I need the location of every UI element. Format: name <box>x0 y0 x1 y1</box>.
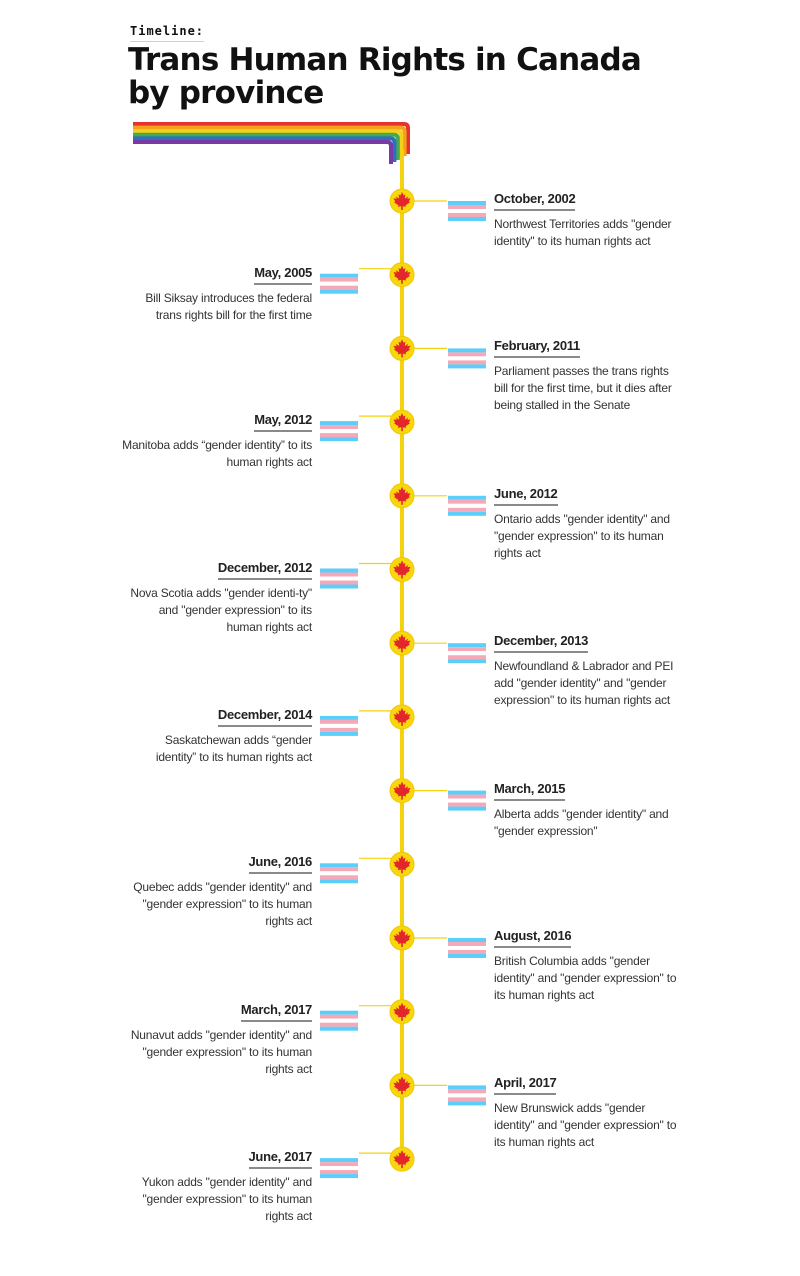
trans-flag-icon <box>448 643 486 663</box>
event-description: Ontario adds "gender identity" and "gender expression" to its human rights act <box>494 511 670 560</box>
event-description: Quebec adds "gender identity" and "gender expression" to its human rights act <box>133 880 312 929</box>
trans-flag-icon <box>448 1085 486 1105</box>
event-date: June, 2012 <box>494 486 558 506</box>
timeline-node <box>390 705 414 729</box>
event-description: Yukon adds "gender identity" and "gender expression" to its human rights act <box>141 1175 312 1224</box>
trans-flag-icon <box>320 569 358 589</box>
trans-flag-icon <box>320 421 358 441</box>
trans-flag-icon <box>448 348 486 368</box>
event-description: New Brunswick adds "gender identity" and "gender expression" to its human rights act <box>494 1101 677 1150</box>
event-description: British Columbia adds "gender identity" and "gender expression" to its human rights act <box>494 954 677 1002</box>
event-date: April, 2017 <box>494 1075 556 1095</box>
timeline-node <box>390 484 414 508</box>
timeline-node <box>390 779 414 803</box>
trans-flag-icon <box>320 716 358 736</box>
timeline-event-9 <box>494 780 684 840</box>
event-date: December, 2012 <box>218 560 312 580</box>
event-description: Bill Siksay introduces the federal trans rights bill for the first time <box>145 290 312 322</box>
event-date: March, 2017 <box>241 1002 312 1022</box>
event-description: Nunavut adds "gender identity" and "gender expression" to its human rights act <box>130 1027 312 1076</box>
event-date: August, 2016 <box>494 928 571 948</box>
event-description: Manitoba adds “gender identity” to its human rights act <box>122 438 312 470</box>
event-description: Northwest Territories adds "gender identity" to its human rights act <box>494 217 672 248</box>
timeline-event-7 <box>494 632 684 709</box>
timeline-node <box>390 336 414 360</box>
timeline-event-10 <box>122 853 312 930</box>
timeline-event-8 <box>122 706 312 766</box>
timeline-event-2 <box>122 264 312 324</box>
title-line-1: Trans Human Rights in Canada <box>128 42 642 78</box>
event-date: October, 2002 <box>494 191 575 211</box>
timeline-event-13 <box>494 1074 684 1151</box>
timeline-node <box>390 410 414 434</box>
event-date: May, 2012 <box>254 412 312 432</box>
trans-flag-icon <box>448 201 486 221</box>
trans-flag-icon <box>320 863 358 883</box>
event-date: June, 2016 <box>249 854 313 874</box>
timeline-event-1 <box>494 190 684 250</box>
timeline-node <box>390 1000 414 1024</box>
rainbow-flag-bands <box>133 124 408 164</box>
event-date: December, 2014 <box>218 707 312 727</box>
trans-flag-icon <box>320 1011 358 1031</box>
timeline-node <box>390 558 414 582</box>
timeline-node <box>390 1073 414 1097</box>
trans-flag-icon <box>320 1158 358 1178</box>
trans-flag-icon <box>320 274 358 294</box>
timeline-event-12 <box>122 1001 312 1078</box>
event-date: February, 2011 <box>494 338 580 358</box>
event-date: March, 2015 <box>494 781 565 801</box>
timeline-node <box>390 189 414 213</box>
timeline-event-4 <box>122 411 312 471</box>
title-line-2: by province <box>128 75 324 111</box>
timeline-event-6 <box>122 559 312 636</box>
trans-flag-icon <box>448 496 486 516</box>
trans-flag-icon <box>448 791 486 811</box>
timeline-event-11 <box>494 927 684 1004</box>
event-date: December, 2013 <box>494 633 588 653</box>
event-description: Newfoundland & Labrador and PEI add "gender identity" and "gender expression" to its human rights act <box>494 659 674 708</box>
event-description: Saskatchewan adds “gender identity” to its human rights act <box>155 732 312 764</box>
timeline-event-5 <box>494 485 684 562</box>
timeline-kicker: Timeline: <box>130 24 204 42</box>
timeline-node <box>390 263 414 287</box>
trans-flag-icon <box>448 938 486 958</box>
event-description: Parliament passes the trans rights bill for the first time, but it dies after being stalled in the Senate <box>494 364 672 413</box>
event-date: June, 2017 <box>249 1149 313 1169</box>
timeline-node <box>390 926 414 950</box>
event-description: Alberta adds "gender identity" and "gender expression" <box>494 806 669 838</box>
timeline-event-14 <box>122 1148 312 1225</box>
timeline-node <box>390 852 414 876</box>
timeline-event-3 <box>494 337 684 414</box>
event-date: May, 2005 <box>254 265 312 285</box>
timeline-node <box>390 631 414 655</box>
timeline-node <box>390 1147 414 1171</box>
event-description: Nova Scotia adds "gender identi-ty" and "gender expression" to its human rights act <box>130 585 312 634</box>
